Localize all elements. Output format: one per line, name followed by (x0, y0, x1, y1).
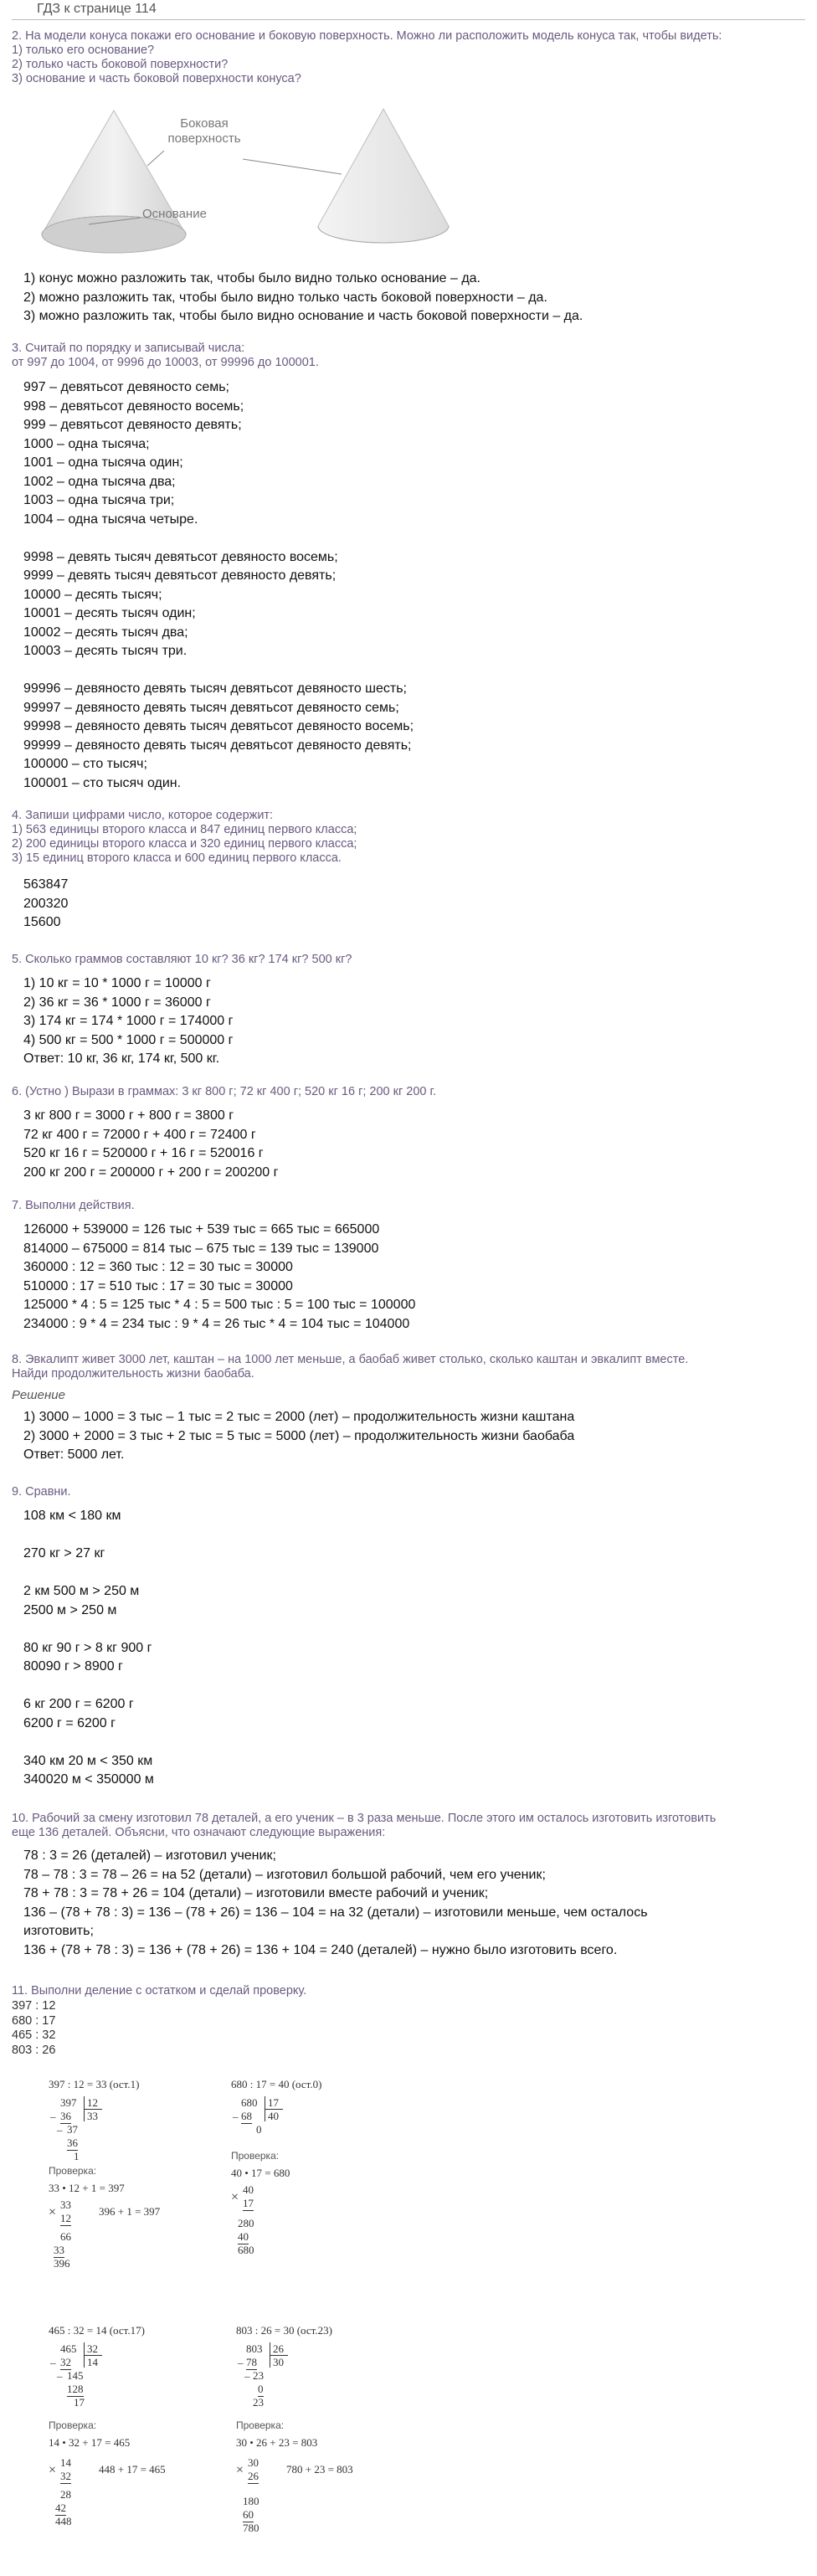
answer-line: 1004 – одна тысяча четыре. (23, 512, 198, 527)
answer-line: 2 км 500 м > 250 м (23, 1584, 140, 1598)
task10-answer (23, 1847, 648, 1960)
task5-question (12, 953, 352, 967)
answer-line: 1000 – одна тысяча; (23, 436, 150, 451)
minus-sign: _ (238, 2352, 244, 2365)
step: 128 (67, 2383, 84, 2395)
answer-line: 999 – девятьсот девяносто девять; (23, 418, 242, 432)
check-line: 33 • 12 + 1 = 397 (49, 2182, 125, 2194)
answer-line: 6200 г = 6200 г (23, 1715, 116, 1730)
times-sign: × (49, 2463, 57, 2477)
task10-question (12, 1812, 716, 1840)
mult-side: 396 + 1 = 397 (99, 2205, 161, 2218)
remainder: 17 (74, 2396, 85, 2409)
answer-line: 2) 3000 + 2000 = 3 тыс + 2 тыс = 5 тыс = 5000 (лет) – продолжительность жизни баобаба (23, 1428, 575, 1443)
question-line: 3) основание и часть боковой поверхности конуса? (12, 72, 301, 85)
remainder: 23 (253, 2396, 264, 2409)
divisor: 12 (87, 2096, 98, 2109)
remainder: 0 (256, 2123, 262, 2136)
minus-sign: _ (57, 2366, 63, 2378)
minus-sign: _ (244, 2366, 250, 2378)
answer-line: 15600 (23, 915, 61, 929)
answer-line: 9998 – девять тысяч девятьсот девяносто восемь; (23, 549, 338, 564)
question-line: 9. Сравни. (12, 1485, 71, 1499)
answer-line: 100001 – сто тысяч один. (23, 775, 182, 790)
question-line: 3) 15 единиц второго класса и 600 единиц первого класса. (12, 851, 342, 865)
quotient: 33 (87, 2110, 98, 2122)
answer-line: 2500 м > 250 м (23, 1602, 117, 1617)
question-line: 2. На модели конуса покажи его основание и боковую поверхность. Можно ли расположить модель конуса так, чтобы видеть: (12, 29, 722, 43)
question-line: 3. Считай по порядку и записывай числа: (12, 342, 245, 355)
answer-spacer (23, 1526, 154, 1545)
question-line: Найди продолжительность жизни баобаба. (12, 1367, 254, 1381)
question-line: 10. Рабочий за смену изготовил 78 деталей, а его ученик – в 3 раза меньше. После этого им осталось изготовить изготовить (12, 1812, 717, 1825)
task2-question (12, 29, 722, 86)
mult-operand: 40 (243, 2183, 254, 2196)
division-title: 397 : 12 = 33 (ост.1) (49, 2078, 140, 2090)
question-line: 1) только его основание? (12, 44, 155, 57)
mult-result: 396 (54, 2257, 70, 2270)
answer-spacer (23, 1564, 154, 1583)
answer-line: 3 кг 800 г = 3000 г + 800 г = 3800 г (23, 1108, 234, 1123)
check-line: 14 • 32 + 17 = 465 (49, 2436, 131, 2449)
answer-line: Ответ: 5000 лет. (23, 1447, 125, 1462)
answer-line: 340020 м < 350000 м (23, 1772, 154, 1787)
answer-line: 997 – девятьсот девяносто семь; (23, 380, 229, 394)
answer-line: 10000 – десять тысяч; (23, 587, 162, 602)
answer-line: 3) 174 кг = 174 * 1000 г = 174000 г (23, 1014, 234, 1028)
division-block-2 (231, 2078, 424, 2270)
dividend: 680 (241, 2096, 258, 2109)
mult-partial: 42 (55, 2501, 66, 2514)
answer-line: 1002 – одна тысяча два; (23, 474, 176, 489)
times-sign: × (236, 2463, 244, 2477)
answer-line: 126000 + 539000 = 126 тыс + 539 тыс = 665 тыс = 665000 (23, 1222, 380, 1237)
task11-question (12, 1984, 306, 1998)
answer-spacer (23, 529, 414, 548)
step: 23 (253, 2369, 264, 2382)
division-block-1 (49, 2078, 241, 2270)
question-line: 6. (Устно ) Вырази в граммах: 3 кг 800 г; 72 кг 400 г; 520 кг 16 г; 200 кг 200 г. (12, 1085, 437, 1098)
remainder: 1 (74, 2150, 80, 2162)
answer-line: 1) 10 кг = 10 * 1000 г = 10000 г (23, 976, 211, 990)
answer-line: 998 – девятьсот девяносто восемь; (23, 398, 244, 414)
question-line: 1) 563 единицы второго класса и 847 единиц первого класса; (12, 823, 357, 836)
answer-line: 563847 (23, 877, 69, 892)
mult-operand: 30 (248, 2456, 259, 2469)
answer-line: 136 – (78 + 78 : 3) = 136 – (78 + 26) = 136 – 104 = на 32 (детали) – изготовили меньше, чем осталось (23, 1905, 648, 1920)
step: 78 (246, 2356, 257, 2368)
minus-sign: _ (233, 2106, 239, 2119)
answer-line: 78 – 78 : 3 = 78 – 26 = на 52 (детали) – изготовил большой рабочий, чем его ученик; (23, 1867, 546, 1882)
mult-operand: 26 (248, 2470, 259, 2482)
minus-sign: _ (57, 2120, 63, 2132)
question-line: 5. Сколько граммов составляют 10 кг? 36 кг? 174 кг? 500 кг? (12, 953, 352, 966)
answer-spacer (23, 1620, 154, 1639)
task7-question (12, 1199, 135, 1213)
list-item: 803 : 26 (12, 2043, 56, 2057)
check-label: Проверка: (236, 2419, 285, 2431)
times-sign: × (49, 2205, 57, 2219)
division-block-3 (49, 2324, 241, 2542)
answer-spacer (23, 1677, 154, 1696)
mult-partial: 60 (243, 2508, 254, 2521)
task8-answer (23, 1408, 574, 1465)
answer-line: Ответ: 10 кг, 36 кг, 174 кг, 500 кг. (23, 1051, 220, 1066)
step: 36 (67, 2136, 78, 2149)
quotient: 40 (268, 2110, 279, 2122)
label-base: Основание (142, 207, 207, 221)
task9-answer (23, 1507, 154, 1790)
pointer-line (243, 159, 342, 174)
answer-line: 3) можно разложить так, чтобы было видно основание и часть боковой поверхности – да. (23, 309, 583, 323)
dividend: 803 (246, 2342, 263, 2355)
list-item: 465 : 32 (12, 2028, 56, 2042)
mult-operand: 32 (60, 2470, 71, 2482)
cone-left (42, 111, 186, 253)
quotient: 14 (87, 2356, 98, 2368)
step: 0 (258, 2383, 264, 2395)
mult-partial: 40 (238, 2230, 249, 2243)
minus-sign: _ (50, 2352, 56, 2365)
check-line: 30 • 26 + 23 = 803 (236, 2436, 318, 2449)
mult-result: 780 (243, 2522, 259, 2534)
quotient: 30 (273, 2356, 284, 2368)
header-divider (12, 19, 805, 20)
answer-line: 510000 : 17 = 510 тыс : 17 = 30 тыс = 30000 (23, 1278, 293, 1293)
step: 68 (241, 2110, 252, 2122)
answer-line: 99997 – девяносто девять тысяч девятьсот девяносто семь; (23, 700, 399, 715)
cone-figure (23, 100, 459, 268)
answer-line: 99996 – девяносто девять тысяч девятьсот девяносто шесть; (23, 681, 407, 696)
answer-line: 2) 36 кг = 36 * 1000 г = 36000 г (23, 995, 211, 1010)
answer-line: 9999 – девять тысяч девятьсот девяносто девять; (23, 568, 337, 583)
pointer-line (147, 151, 164, 166)
mult-partial: 180 (243, 2495, 259, 2507)
answer-line: 72 кг 400 г = 72000 г + 400 г = 72400 г (23, 1127, 256, 1142)
task3-question (12, 342, 319, 370)
dividend: 465 (60, 2342, 77, 2355)
division-block-4 (236, 2324, 429, 2550)
division-title: 803 : 26 = 30 (ост.23) (236, 2324, 332, 2337)
answer-line: 6 кг 200 г = 6200 г (23, 1697, 134, 1711)
check-label: Проверка: (231, 2150, 280, 2162)
mult-operand: 12 (60, 2212, 71, 2224)
answer-line: 1) конус можно разложить так, чтобы было видно только основание – да. (23, 271, 480, 285)
step: 32 (60, 2356, 71, 2368)
answer-line: 80090 г > 8900 г (23, 1659, 123, 1674)
mult-operand: 14 (60, 2456, 71, 2469)
answer-line: 1001 – одна тысяча один; (23, 455, 183, 470)
answer-spacer (23, 661, 414, 681)
list-item: 680 : 17 (12, 2013, 56, 2028)
answer-line: 1) 3000 – 1000 = 3 тыс – 1 тыс = 2 тыс = 2000 (лет) – продолжительность жизни каштана (23, 1410, 575, 1424)
task5-answer (23, 974, 233, 1069)
check-label: Проверка: (49, 2165, 97, 2177)
mult-partial: 280 (238, 2217, 254, 2229)
cone-right (318, 109, 449, 243)
answer-line: 520 кг 16 г = 520000 г + 16 г = 520016 г (23, 1146, 264, 1160)
minus-sign: _ (50, 2106, 56, 2119)
mult-operand: 33 (60, 2198, 71, 2211)
answer-line: 136 + (78 + 78 : 3) = 136 + (78 + 26) = 136 + 104 = 240 (деталей) – нужно было изготовить всего. (23, 1942, 618, 1957)
mult-side: 448 + 17 = 465 (99, 2463, 166, 2476)
question-line: 2) 200 единицы второго класса и 320 единиц первого класса; (12, 837, 357, 851)
check-line: 40 • 17 = 680 (231, 2167, 290, 2179)
answer-line: 340 км 20 м < 350 км (23, 1753, 153, 1768)
question-line: еще 136 деталей. Объясни, что означают следующие выражения: (12, 1826, 386, 1839)
solution-label: Решение (12, 1388, 65, 1402)
question-line: от 997 до 1004, от 9996 до 10003, от 99996 до 100001. (12, 356, 319, 369)
list-item: 397 : 12 (12, 1999, 56, 2013)
task6-question (12, 1085, 436, 1099)
answer-line: 80 кг 90 г > 8 кг 900 г (23, 1640, 152, 1655)
label-lateral-2: поверхность (167, 131, 241, 146)
page-header-title: ГДЗ к странице 114 (37, 2, 157, 16)
divisor: 26 (273, 2342, 284, 2355)
question-line: 4. Запиши цифрами число, которое содержит: (12, 809, 274, 822)
division-title: 680 : 17 = 40 (ост.0) (231, 2078, 322, 2090)
answer-line: 2) можно разложить так, чтобы было видно только часть боковой поверхности – да. (23, 290, 547, 305)
divisor: 32 (87, 2342, 98, 2355)
answer-line: 10001 – десять тысяч один; (23, 606, 196, 620)
task4-answer (23, 876, 68, 933)
answer-line: 4) 500 кг = 500 * 1000 г = 500000 г (23, 1032, 234, 1047)
task8-question (12, 1353, 688, 1381)
task4-question (12, 809, 357, 866)
mult-operand: 17 (243, 2197, 254, 2209)
question-line: 11. Выполни деление с остатком и сделай проверку. (12, 1984, 307, 1998)
answer-line: 270 кг > 27 кг (23, 1546, 105, 1561)
task3-answer (23, 378, 414, 793)
label-lateral-1: Боковая (180, 116, 229, 131)
answer-line: 99998 – девяносто девять тысяч девятьсот девяносто восемь; (23, 719, 414, 733)
answer-line: 78 : 3 = 26 (деталей) – изготовил ученик; (23, 1848, 276, 1863)
times-sign: × (231, 2190, 239, 2204)
mult-partial: 66 (60, 2230, 71, 2243)
answer-line: 99999 – девяносто девять тысяч девятьсот девяносто девять; (23, 738, 412, 753)
answer-line: 108 км < 180 км (23, 1509, 121, 1523)
answer-line: 10003 – десять тысяч три. (23, 644, 188, 658)
answer-line: 10002 – десять тысяч два; (23, 625, 188, 640)
task9-question (12, 1485, 71, 1499)
dividend: 397 (60, 2096, 77, 2109)
division-title: 465 : 32 = 14 (ост.17) (49, 2324, 145, 2337)
question-line: 2) только часть боковой поверхности? (12, 58, 229, 71)
answer-line: 1003 – одна тысяча три; (23, 493, 175, 507)
answer-line: 360000 : 12 = 360 тыс : 12 = 30 тыс = 30000 (23, 1260, 293, 1274)
answer-line: 814000 – 675000 = 814 тыс – 675 тыс = 139 тыс = 139000 (23, 1241, 379, 1256)
answer-line: изготовить; (23, 1924, 94, 1938)
mult-partial: 28 (60, 2488, 71, 2501)
answer-line: 234000 : 9 * 4 = 234 тыс : 9 * 4 = 26 тыс * 4 = 104 тыс = 104000 (23, 1316, 410, 1331)
mult-result: 680 (238, 2244, 254, 2256)
task7-answer (23, 1221, 415, 1334)
question-line: 8. Эвкалипт живет 3000 лет, каштан – на 1000 лет меньше, а баобаб живет столько, сколько каштан и эвкалипт вместе. (12, 1353, 689, 1366)
answer-line: 78 + 78 : 3 = 78 + 26 = 104 (детали) – изготовили вместе рабочий и ученик; (23, 1886, 489, 1900)
mult-partial: 33 (54, 2244, 64, 2256)
step: 37 (67, 2123, 78, 2136)
task6-answer (23, 1107, 278, 1182)
task2-answer (23, 270, 583, 326)
step: 36 (60, 2110, 71, 2122)
divisor: 17 (268, 2096, 279, 2109)
answer-spacer (23, 1733, 154, 1752)
answer-line: 200 кг 200 г = 200000 г + 200 г = 200200 г (23, 1165, 279, 1180)
task11-list (12, 1999, 55, 2058)
answer-line: 200320 (23, 896, 69, 911)
answer-line: 100000 – сто тысяч; (23, 757, 147, 771)
step: 145 (67, 2369, 84, 2382)
question-line: 7. Выполни действия. (12, 1199, 135, 1212)
mult-result: 448 (55, 2515, 72, 2527)
answer-line: 125000 * 4 : 5 = 125 тыс * 4 : 5 = 500 тыс : 5 = 100 тыс = 100000 (23, 1298, 416, 1312)
mult-side: 780 + 23 = 803 (286, 2463, 353, 2476)
check-label: Проверка: (49, 2419, 97, 2431)
